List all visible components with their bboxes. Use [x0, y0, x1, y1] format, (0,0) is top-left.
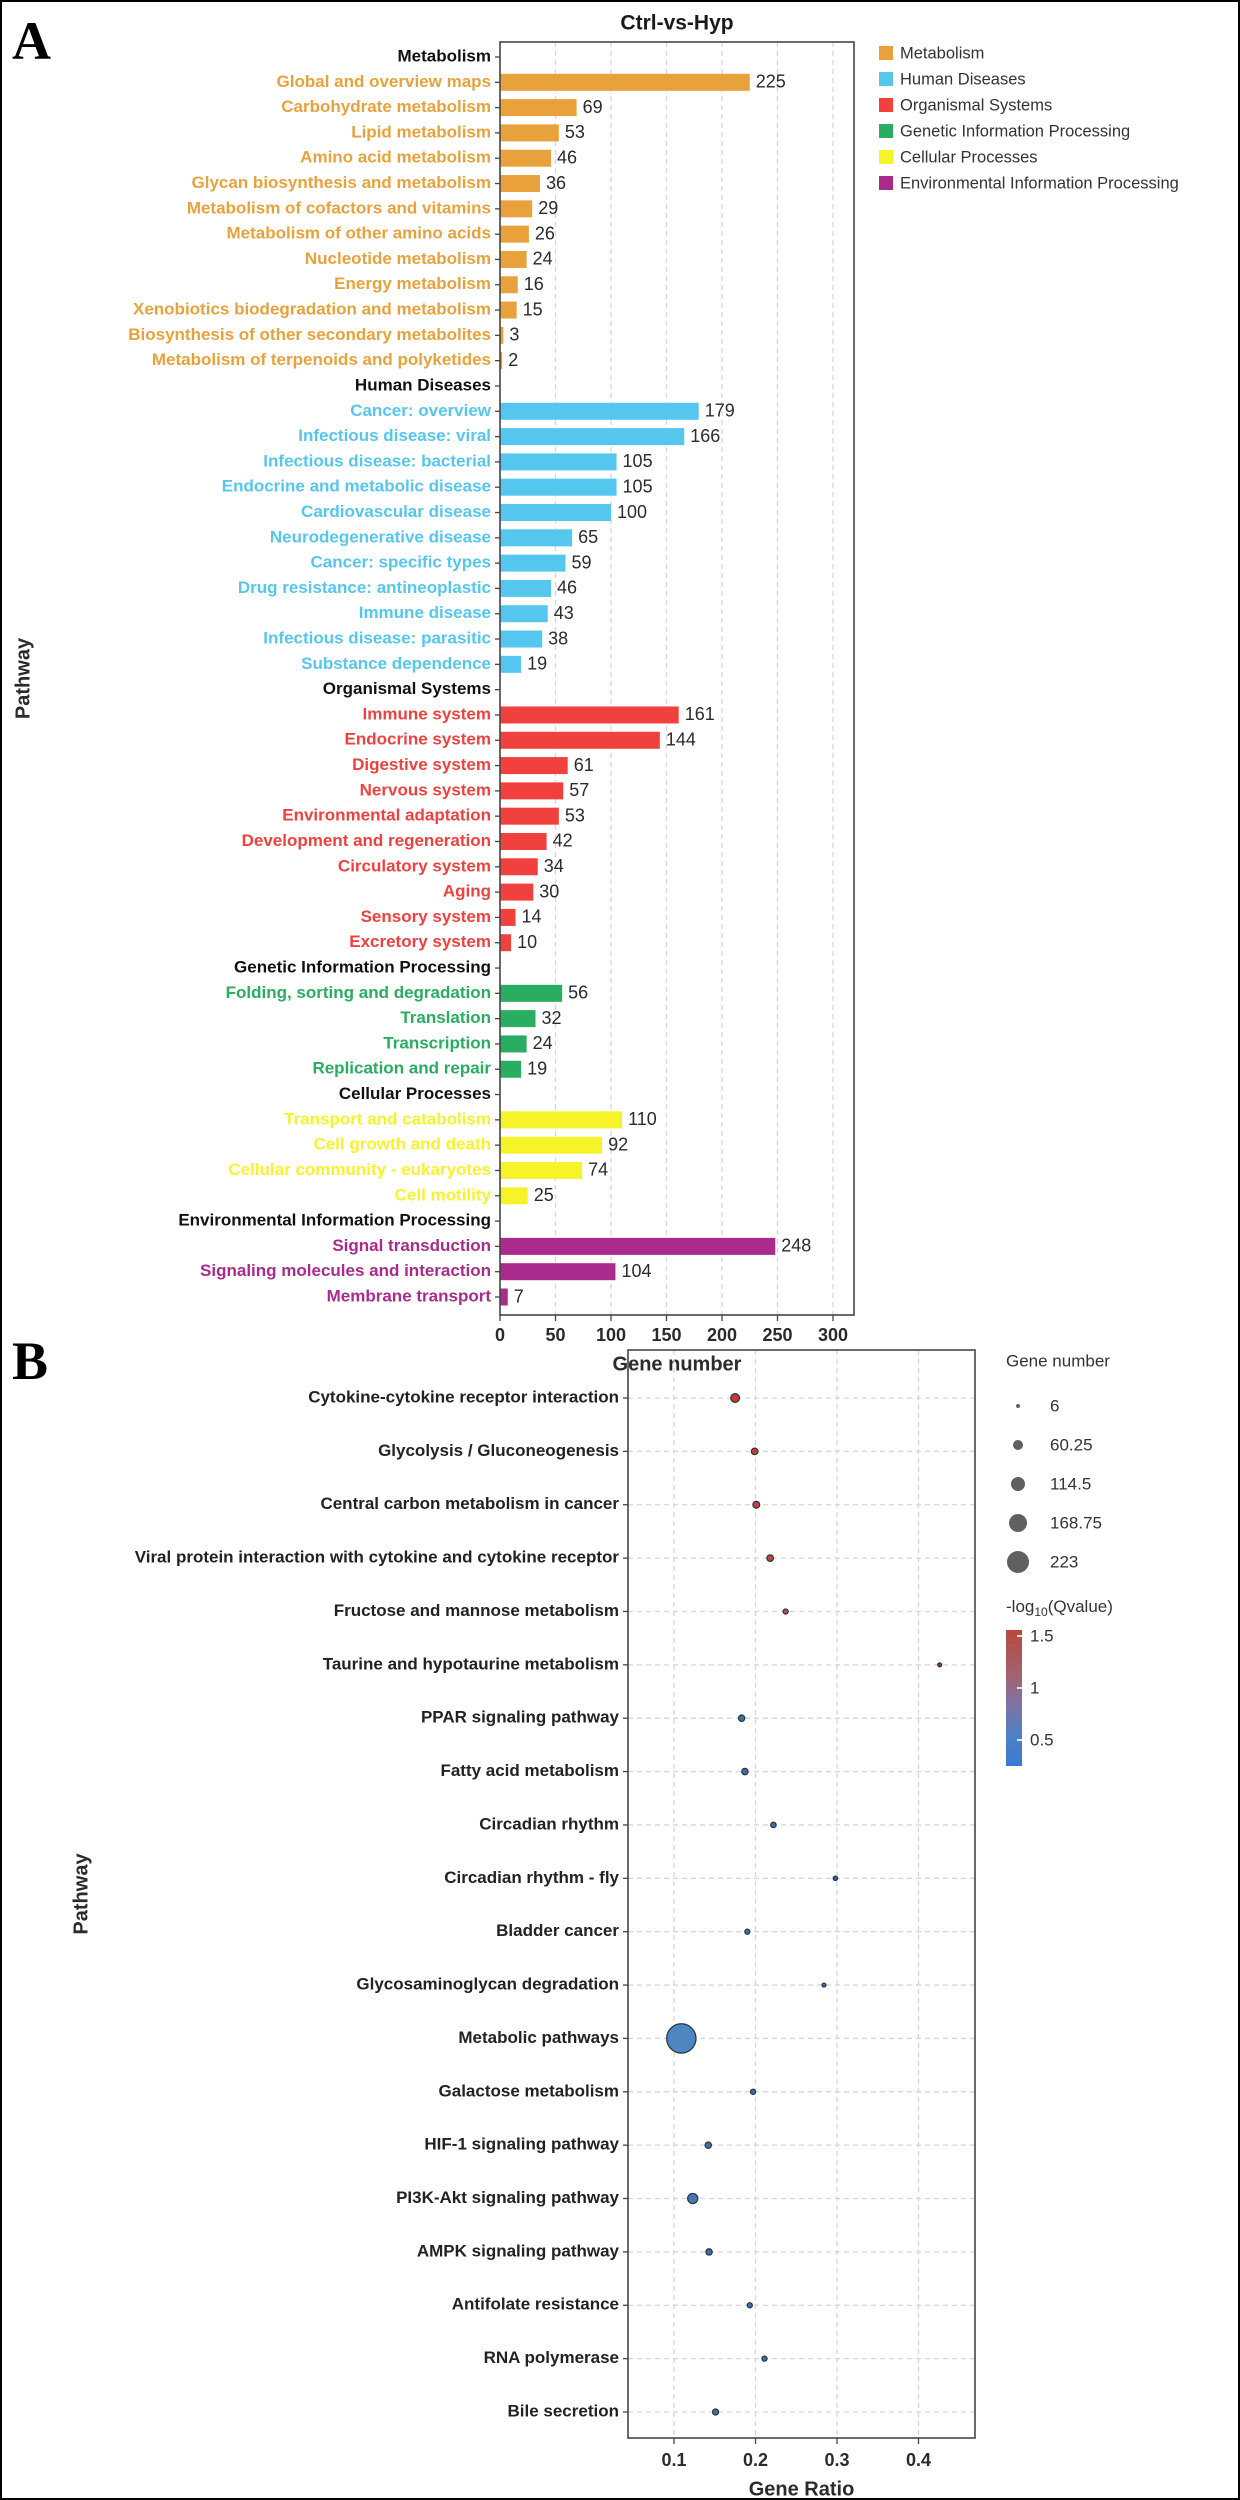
bar [500, 175, 540, 192]
data-dot [762, 2356, 767, 2361]
bar-value-label: 42 [552, 830, 573, 851]
pathway-label: PI3K-Akt signaling pathway [396, 2188, 619, 2208]
row-label: Substance dependence [301, 653, 491, 673]
row-label: Infectious disease: parasitic [263, 628, 491, 648]
bar [500, 453, 617, 470]
legend-label: Cellular Processes [900, 148, 1038, 167]
row-label: Cell motility [394, 1185, 491, 1205]
bar [500, 1187, 528, 1204]
color-legend-tick-label: 1 [1030, 1678, 1040, 1698]
x-axis-title: Gene number [612, 1353, 742, 1376]
bar-value-label: 26 [534, 223, 555, 244]
legend-swatch [879, 46, 893, 60]
bar-value-label: 166 [690, 425, 721, 446]
pathway-label: Central carbon metabolism in cancer [320, 1494, 619, 1514]
bar [500, 1289, 508, 1306]
legend-label: Metabolism [900, 44, 985, 63]
bar [500, 656, 521, 673]
bar [500, 605, 548, 622]
bar [500, 226, 529, 243]
panel-b [70, 1350, 1113, 2498]
bar-value-label: 30 [539, 881, 560, 902]
size-legend-value: 223 [1050, 1552, 1079, 1572]
bar [500, 428, 684, 445]
bar-value-label: 2 [508, 349, 519, 370]
bar [500, 706, 679, 723]
x-tick-label: 0.1 [661, 2449, 687, 2470]
color-legend-tick-label: 0.5 [1030, 1730, 1054, 1750]
bar [500, 1238, 775, 1255]
size-legend-value: 60.25 [1050, 1435, 1093, 1455]
x-tick-label: 0.4 [905, 2449, 932, 2470]
category-header: Human Diseases [354, 375, 491, 395]
legend-swatch [879, 124, 893, 138]
x-tick-label: 300 [817, 1324, 849, 1345]
row-label: Drug resistance: antineoplastic [237, 577, 491, 597]
size-legend-value: 168.75 [1050, 1513, 1102, 1533]
color-legend-tick-label: 1.5 [1030, 1626, 1054, 1646]
legend-swatch [879, 150, 893, 164]
x-tick-label: 0.3 [824, 2449, 850, 2470]
bar-value-label: 56 [568, 982, 589, 1003]
data-dot [822, 1983, 826, 1987]
bar [500, 1035, 527, 1052]
row-label: Lipid metabolism [351, 122, 491, 142]
size-legend-dot [1011, 1477, 1025, 1491]
bar [500, 479, 617, 496]
size-legend-item [1011, 1474, 1091, 1493]
data-dot [731, 1394, 740, 1403]
bar [500, 858, 538, 875]
size-legend-value: 6 [1050, 1396, 1060, 1416]
row-label: Cardiovascular disease [301, 501, 491, 521]
pathway-label: Galactose metabolism [438, 2081, 619, 2101]
bar [500, 985, 562, 1002]
bar-value-label: 61 [573, 754, 594, 775]
legend-item [879, 122, 1130, 140]
row-label: Infectious disease: viral [298, 426, 491, 446]
size-legend-dot [1007, 1551, 1029, 1573]
legend-item [879, 148, 1038, 166]
bar [500, 1162, 582, 1179]
row-label: Excretory system [349, 932, 491, 952]
pathway-label: Bladder cancer [496, 1921, 619, 1941]
x-tick-label: 200 [706, 1324, 738, 1345]
legend-item [879, 70, 1026, 88]
bar-value-label: 38 [548, 628, 569, 649]
pathway-label: PPAR signaling pathway [420, 1707, 619, 1727]
color-legend-bar [1006, 1630, 1022, 1766]
bar-value-label: 34 [543, 856, 564, 877]
row-label: Cellular community - eukaryotes [228, 1159, 491, 1179]
x-tick-label: 0 [494, 1324, 506, 1345]
bar [500, 302, 517, 319]
bar-value-label: 225 [755, 71, 786, 92]
kegg-charts [2, 2, 1238, 2498]
bar [500, 276, 518, 293]
bar [500, 1111, 622, 1128]
data-dot [738, 1715, 744, 1721]
x-tick-label: 100 [595, 1324, 627, 1345]
data-dot [753, 1501, 760, 1508]
data-dot [706, 2249, 712, 2255]
row-label: Immune disease [358, 603, 491, 623]
legend-label: Organismal Systems [900, 96, 1053, 115]
bar-value-label: 57 [569, 780, 590, 801]
size-legend-dot [1016, 1404, 1020, 1408]
bar-value-label: 46 [557, 147, 578, 168]
bar [500, 555, 565, 572]
y-axis-title: Pathway [70, 1853, 93, 1935]
row-label: Amino acid metabolism [300, 147, 491, 167]
x-axis-title: Gene Ratio [748, 2478, 855, 2498]
data-dot [705, 2142, 711, 2148]
bar-value-label: 19 [527, 653, 548, 674]
bar-value-label: 69 [582, 96, 603, 117]
row-label: Signal transduction [332, 1235, 491, 1255]
pathway-label: Metabolic pathways [458, 2027, 619, 2047]
bar-value-label: 16 [523, 274, 544, 295]
row-label: Aging [442, 881, 491, 901]
row-label: Global and overview maps [276, 71, 491, 91]
pathway-label: Fatty acid metabolism [440, 1761, 619, 1781]
data-dot [833, 1876, 837, 1880]
row-label: Energy metabolism [334, 274, 491, 294]
pathway-label: Taurine and hypotaurine metabolism [322, 1654, 619, 1674]
row-label: Endocrine system [344, 729, 491, 749]
row-label: Sensory system [360, 906, 491, 926]
legend-item [879, 44, 984, 62]
bar [500, 150, 551, 167]
legend-item [879, 96, 1052, 114]
bar-value-label: 105 [622, 451, 653, 472]
row-label: Infectious disease: bacterial [263, 451, 491, 471]
size-legend-title: Gene number [1006, 1351, 1110, 1371]
size-legend-dot [1013, 1440, 1023, 1450]
bar [500, 631, 542, 648]
pathway-label: HIF-1 signaling pathway [424, 2134, 619, 2154]
bar [500, 99, 577, 116]
row-label: Nervous system [359, 780, 491, 800]
row-label: Cancer: specific types [310, 552, 491, 572]
data-dot [938, 1663, 942, 1667]
bar-value-label: 53 [564, 122, 585, 143]
bar-value-label: 36 [545, 172, 566, 193]
bar [500, 74, 750, 91]
x-tick-label: 50 [545, 1324, 566, 1345]
data-dot [667, 2024, 696, 2053]
data-dot [747, 2303, 752, 2308]
pathway-label: Bile secretion [507, 2401, 619, 2421]
row-label: Endocrine and metabolic disease [221, 476, 491, 496]
bar [500, 934, 511, 951]
row-label: Immune system [362, 704, 491, 724]
bar [500, 504, 611, 521]
bar [500, 884, 533, 901]
bar [500, 1263, 615, 1280]
row-label: Biosynthesis of other secondary metabolites [128, 324, 491, 344]
pathway-label: Circadian rhythm [479, 1814, 619, 1834]
bar [500, 529, 572, 546]
bar [500, 909, 516, 926]
pathway-label: Glycosaminoglycan degradation [356, 1974, 619, 1994]
bar-value-label: 104 [621, 1260, 652, 1281]
data-dot [742, 1768, 748, 1774]
bar-value-label: 14 [521, 906, 542, 927]
bar [500, 782, 563, 799]
bar-value-label: 15 [522, 299, 543, 320]
legend-item [879, 174, 1179, 192]
data-dot [751, 1448, 758, 1455]
bar-value-label: 248 [781, 1235, 812, 1256]
row-label: Transport and catabolism [284, 1109, 491, 1129]
bar-value-label: 24 [532, 248, 553, 269]
bar-value-label: 53 [564, 805, 585, 826]
color-legend-title: $-\log_{10}(Qvalue)$ [1006, 1597, 1113, 1620]
bar [500, 403, 699, 420]
size-legend-item [1009, 1513, 1102, 1532]
pathway-label: AMPK signaling pathway [416, 2241, 619, 2261]
row-label: Nucleotide metabolism [304, 248, 491, 268]
data-dot [750, 2089, 755, 2094]
bar-value-label: 25 [533, 1185, 554, 1206]
bar-value-label: 10 [517, 931, 538, 952]
bar [500, 580, 551, 597]
row-label: Metabolism of terpenoids and polyketides [151, 350, 491, 370]
legend-label: Genetic Information Processing [900, 122, 1131, 141]
row-label: Metabolism of cofactors and vitamins [186, 198, 491, 218]
size-legend-item [1013, 1435, 1093, 1454]
row-label: Environmental adaptation [282, 805, 491, 825]
bar-value-label: 74 [588, 1159, 609, 1180]
bar-value-label: 7 [513, 1286, 524, 1307]
legend-swatch [879, 98, 893, 112]
row-label: Signaling molecules and interaction [200, 1261, 491, 1281]
row-label: Folding, sorting and degradation [225, 982, 491, 1002]
row-label: Carbohydrate metabolism [281, 97, 491, 117]
row-label: Glycan biosynthesis and metabolism [191, 173, 491, 193]
bar-value-label: 105 [622, 476, 653, 497]
bar-value-label: 19 [527, 1058, 548, 1079]
data-dot [713, 2409, 719, 2415]
bar-value-label: 92 [608, 1134, 629, 1155]
bar [500, 200, 532, 217]
category-header: Organismal Systems [322, 679, 491, 699]
panel-a [12, 12, 1179, 1376]
bar-value-label: 100 [617, 501, 648, 522]
bar-value-label: 59 [571, 552, 592, 573]
data-dot [767, 1555, 774, 1562]
category-header: Environmental Information Processing [178, 1210, 491, 1230]
size-legend-value: 114.5 [1050, 1474, 1092, 1494]
row-label: Cancer: overview [350, 400, 491, 420]
bar [500, 1010, 536, 1027]
x-tick-label: 0.2 [742, 2449, 769, 2470]
bar-value-label: 29 [538, 198, 559, 219]
category-header: Metabolism [397, 46, 491, 66]
row-label: Development and regeneration [241, 830, 491, 850]
row-label: Neurodegenerative disease [269, 527, 491, 547]
data-dot [771, 1822, 776, 1827]
bar-value-label: 43 [553, 602, 574, 623]
size-legend-item [1007, 1551, 1078, 1573]
bar [500, 732, 660, 749]
pathway-label: Fructose and mannose metabolism [333, 1600, 619, 1620]
pathway-label: Antifolate resistance [451, 2294, 619, 2314]
panel-b-letter: B [12, 1331, 49, 1391]
pathway-label: Glycolysis / Gluconeogenesis [378, 1440, 619, 1460]
bar [500, 1061, 521, 1078]
row-label: Membrane transport [326, 1286, 491, 1306]
category-header: Cellular Processes [338, 1084, 491, 1104]
x-tick-label: 250 [762, 1324, 793, 1345]
row-label: Cell growth and death [313, 1134, 491, 1154]
legend-label: Human Diseases [900, 70, 1026, 89]
size-legend-dot [1009, 1514, 1027, 1532]
row-label: Translation [400, 1008, 491, 1028]
data-dot [783, 1609, 788, 1614]
row-label: Digestive system [352, 755, 491, 775]
pathway-label: Viral protein interaction with cytokine and cytokine receptor [134, 1547, 619, 1567]
bar [500, 124, 559, 141]
bar-value-label: 144 [665, 729, 696, 750]
row-label: Replication and repair [312, 1058, 491, 1078]
legend-swatch [879, 72, 893, 86]
bar-value-label: 179 [704, 400, 735, 421]
row-label: Xenobiotics biodegradation and metabolism [133, 299, 491, 319]
pathway-label: Circadian rhythm - fly [444, 1867, 619, 1887]
panel-a-letter: A [12, 11, 51, 71]
category-header: Genetic Information Processing [234, 957, 491, 977]
bar-value-label: 65 [578, 527, 599, 548]
x-tick-label: 150 [651, 1324, 682, 1345]
legend-swatch [879, 176, 893, 190]
bar [500, 808, 559, 825]
chart-title: Ctrl-vs-Hyp [620, 11, 734, 35]
pathway-label: RNA polymerase [483, 2348, 619, 2368]
bar-value-label: 24 [532, 1033, 553, 1054]
row-label: Transcription [383, 1033, 491, 1053]
bar-value-label: 110 [628, 1109, 657, 1130]
plot-border [628, 1350, 975, 2438]
bar-value-label: 46 [557, 577, 578, 598]
legend-label: Environmental Information Processing [900, 174, 1179, 193]
y-axis-title: Pathway [12, 637, 35, 720]
pathway-label: Cytokine-cytokine receptor interaction [308, 1387, 619, 1407]
bar-value-label: 161 [684, 704, 715, 725]
bar [500, 833, 547, 850]
bar [500, 757, 568, 774]
bar-value-label: 32 [541, 1007, 562, 1028]
row-label: Metabolism of other amino acids [226, 223, 491, 243]
bar-value-label: 3 [509, 324, 520, 345]
row-label: Circulatory system [337, 856, 491, 876]
data-dot [688, 2193, 698, 2203]
bar [500, 251, 527, 268]
size-legend-item [1016, 1396, 1059, 1415]
bar [500, 1137, 602, 1154]
data-dot [745, 1929, 750, 1934]
